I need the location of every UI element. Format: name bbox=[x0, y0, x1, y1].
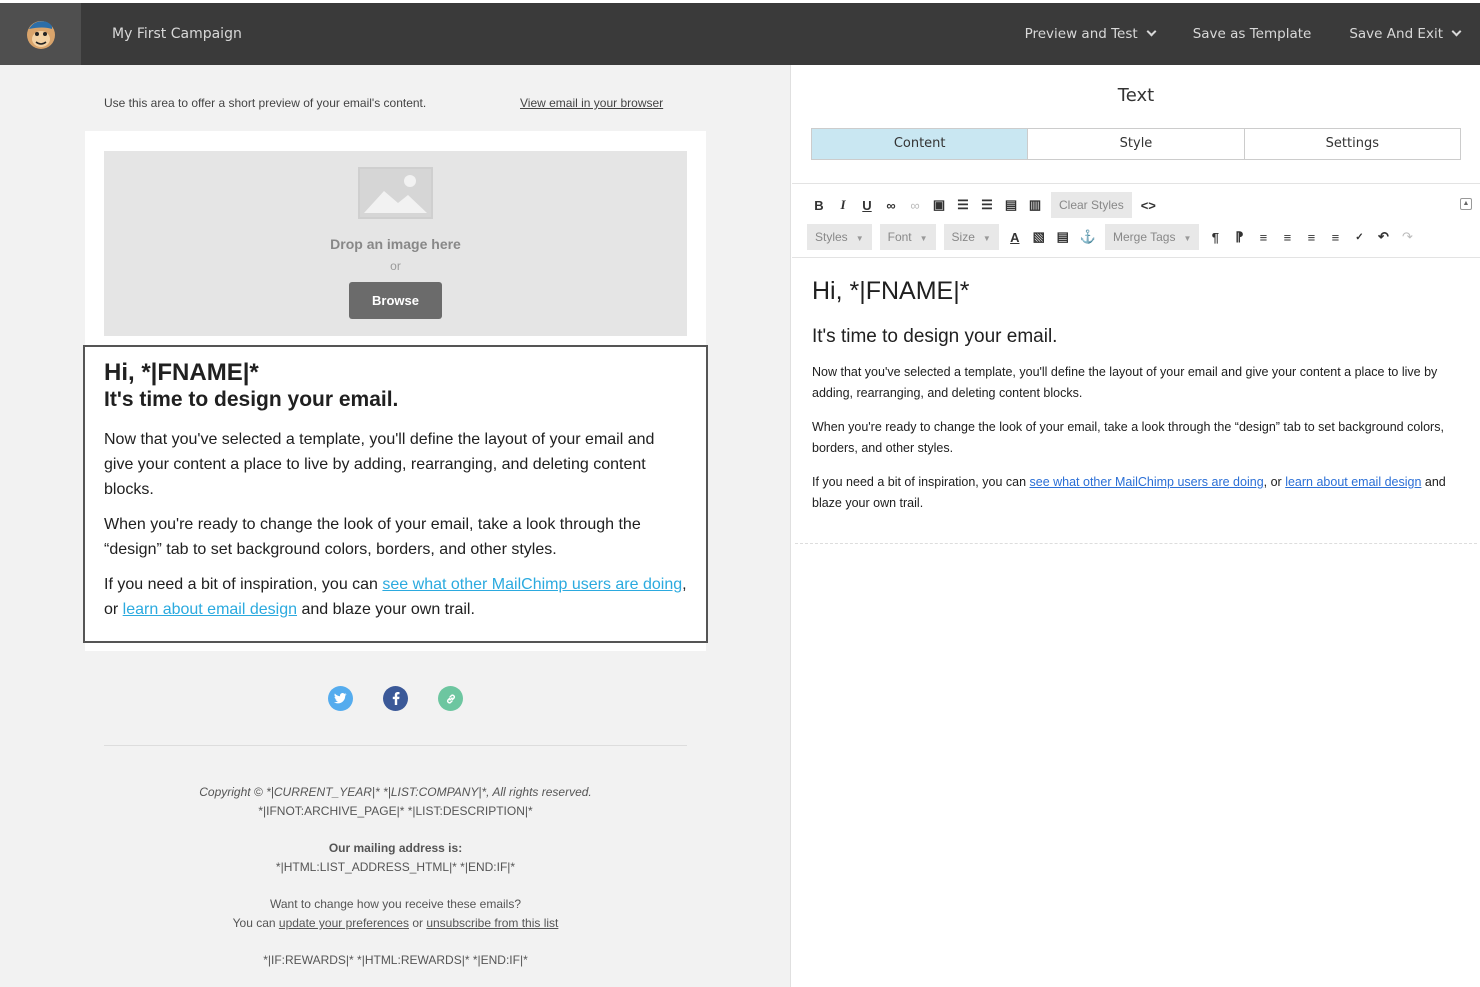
footer-divider bbox=[104, 745, 687, 746]
inspiration-prefix: If you need a bit of inspiration, you can bbox=[104, 576, 383, 593]
caret-down-icon: ▼ bbox=[919, 234, 928, 243]
align-justify-icon[interactable]: ≡ bbox=[1331, 229, 1340, 245]
intro-paragraph: Now that you've selected a template, you'll define the layout of your email and give your content a place to live by adding, rearranging, and deleting content blocks. bbox=[104, 431, 655, 498]
toolbar-row-2 bbox=[807, 224, 1419, 250]
preheader-text[interactable]: Use this area to offer a short preview of your email's content. bbox=[104, 96, 427, 110]
image-icon[interactable]: ▣ bbox=[932, 197, 946, 212]
image-placeholder-icon bbox=[358, 167, 433, 219]
size-label: Size bbox=[951, 230, 975, 244]
table-icon[interactable]: ▤ bbox=[1056, 229, 1069, 244]
redo-icon[interactable]: ↷ bbox=[1401, 229, 1413, 244]
or-text: or bbox=[408, 916, 427, 930]
editor-intro-paragraph: Now that you've selected a template, you'll define the layout of your email and give your content a place to live by adding, rearranging, and deleting content blocks. bbox=[812, 365, 1438, 400]
align-center-icon[interactable]: ≡ bbox=[1283, 229, 1292, 245]
copyright-text: Copyright © *|CURRENT_YEAR|* *|LIST:COMPANY|*, All rights reserved. bbox=[199, 785, 592, 799]
design-subheading: It's time to design your email. bbox=[104, 388, 399, 411]
email-design-link[interactable]: learn about email design bbox=[122, 601, 298, 618]
top-bar bbox=[0, 0, 1480, 65]
editor-tabs bbox=[811, 128, 1461, 160]
styles-label: Styles bbox=[815, 230, 848, 244]
update-preferences-link[interactable]: update your preferences bbox=[278, 916, 409, 930]
background-color-icon[interactable]: ▧ bbox=[1032, 229, 1045, 244]
clear-styles-button[interactable]: Clear Styles bbox=[1051, 192, 1132, 218]
text-color-icon[interactable]: A bbox=[1010, 229, 1020, 245]
drop-or-text: or bbox=[390, 259, 401, 273]
tab-content[interactable]: Content bbox=[812, 129, 1028, 159]
caret-down-icon: ▼ bbox=[1183, 234, 1192, 243]
change-preferences-text: Want to change how you receive these emails? bbox=[269, 897, 522, 911]
link-icon[interactable]: ∞ bbox=[886, 197, 896, 213]
paste-text-icon[interactable]: ▤ bbox=[1004, 197, 1018, 212]
editor-panel bbox=[792, 65, 1480, 987]
inspiration-paragraph bbox=[104, 572, 687, 622]
save-exit-menu[interactable] bbox=[1349, 26, 1460, 42]
caret-down-icon: ▼ bbox=[982, 234, 991, 243]
inspiration-mid: , or bbox=[104, 576, 687, 618]
editor-inspiration-prefix: If you need a bit of inspiration, you can bbox=[812, 475, 1030, 489]
merge-tags-dropdown[interactable] bbox=[1105, 224, 1199, 250]
twitter-icon[interactable] bbox=[328, 686, 353, 711]
caret-down-icon: ▼ bbox=[855, 234, 864, 243]
editor-inspiration-mid: , or bbox=[1263, 475, 1286, 489]
freddie-monkey-icon bbox=[23, 16, 59, 52]
campaign-title[interactable]: My First Campaign bbox=[112, 26, 242, 42]
editor-inspiration-suffix: and blaze your own trail. bbox=[812, 475, 1446, 510]
paste-word-icon[interactable]: ▥ bbox=[1028, 197, 1042, 212]
editor-mailchimp-users-link[interactable]: see what other MailChimp users are doing bbox=[1029, 475, 1264, 489]
save-template-label: Save as Template bbox=[1192, 26, 1312, 42]
paragraph-rtl-icon[interactable]: ⁋ bbox=[1235, 229, 1244, 244]
top-nav bbox=[1025, 3, 1480, 65]
numbered-list-icon[interactable]: ☰ bbox=[957, 197, 969, 212]
editor-subheading: It's time to design your email. bbox=[812, 326, 1058, 347]
browse-button[interactable]: Browse bbox=[349, 282, 442, 319]
link-icon[interactable] bbox=[438, 686, 463, 711]
text-editor-area[interactable] bbox=[812, 277, 1457, 527]
greeting-heading: Hi, *|FNAME|* bbox=[104, 359, 259, 386]
font-dropdown[interactable] bbox=[880, 224, 936, 250]
rewards-merge-line: *|IF:REWARDS|* *|HTML:REWARDS|* *|END:IF|* bbox=[263, 953, 528, 967]
chevron-down-icon bbox=[1146, 27, 1156, 37]
italic-icon[interactable]: I bbox=[840, 197, 846, 212]
editor-inspiration-paragraph bbox=[812, 472, 1457, 514]
undo-icon[interactable]: ↶ bbox=[1377, 229, 1389, 244]
save-template-button[interactable] bbox=[1193, 26, 1312, 42]
bold-icon[interactable]: B bbox=[814, 197, 824, 213]
design-paragraph: When you're ready to change the look of your email, take a look through the “design” tab to set background colors, borders, and other styles. bbox=[104, 516, 641, 558]
size-dropdown[interactable] bbox=[944, 224, 999, 250]
panel-title: Text bbox=[1117, 85, 1155, 106]
editor-bottom-border bbox=[795, 543, 1477, 544]
underline-icon[interactable]: U bbox=[862, 197, 872, 213]
unlink-icon[interactable]: ∞ bbox=[910, 197, 920, 213]
merge-tags-label: Merge Tags bbox=[1113, 230, 1176, 244]
view-in-browser-link[interactable]: View email in your browser bbox=[520, 96, 664, 110]
align-left-icon[interactable]: ≡ bbox=[1259, 229, 1268, 245]
chevron-down-icon bbox=[1452, 27, 1462, 37]
email-preview-panel bbox=[0, 65, 791, 987]
toolbar-row-1 bbox=[807, 192, 1161, 218]
collapse-toolbar-icon[interactable]: ▲ bbox=[1460, 198, 1472, 210]
editor-email-design-link[interactable]: learn about email design bbox=[1285, 475, 1422, 489]
paragraph-ltr-icon[interactable]: ¶ bbox=[1211, 229, 1220, 245]
archive-merge-line: *|IFNOT:ARCHIVE_PAGE|* *|LIST:DESCRIPTION|* bbox=[258, 804, 533, 818]
spellcheck-icon[interactable]: ✓ bbox=[1355, 231, 1364, 243]
styles-dropdown[interactable] bbox=[807, 224, 872, 250]
font-label: Font bbox=[887, 230, 912, 244]
unsubscribe-link[interactable]: unsubscribe from this list bbox=[426, 916, 559, 930]
mailchimp-logo[interactable] bbox=[0, 3, 81, 65]
you-can-text: You can bbox=[232, 916, 279, 930]
editor-heading: Hi, *|FNAME|* bbox=[812, 277, 970, 305]
bullet-list-icon[interactable]: ☰ bbox=[981, 197, 993, 212]
image-drop-zone[interactable] bbox=[104, 151, 687, 336]
mailchimp-users-link[interactable]: see what other MailChimp users are doing bbox=[382, 576, 683, 593]
rich-text-toolbar bbox=[792, 183, 1480, 258]
source-code-icon[interactable]: <> bbox=[1140, 197, 1156, 213]
email-footer[interactable] bbox=[104, 783, 687, 970]
facebook-icon[interactable] bbox=[383, 686, 408, 711]
inspiration-suffix: and blaze your own trail. bbox=[297, 601, 475, 618]
tab-settings[interactable]: Settings bbox=[1245, 129, 1460, 159]
preview-test-label: Preview and Test bbox=[1024, 26, 1138, 42]
align-right-icon[interactable]: ≡ bbox=[1307, 229, 1316, 245]
tab-style[interactable]: Style bbox=[1028, 129, 1244, 159]
mailing-address-value: *|HTML:LIST_ADDRESS_HTML|* *|END:IF|* bbox=[275, 860, 516, 874]
text-content-block[interactable] bbox=[83, 345, 708, 643]
anchor-icon[interactable]: ⚓ bbox=[1079, 229, 1096, 244]
preview-test-menu[interactable] bbox=[1025, 26, 1155, 42]
mailing-address-label: Our mailing address is: bbox=[328, 841, 463, 855]
editor-design-paragraph: When you're ready to change the look of your email, take a look through the “design” tab to set background colors, borders, and other styles. bbox=[812, 420, 1444, 455]
drop-image-text: Drop an image here bbox=[330, 236, 461, 252]
preferences-line bbox=[104, 914, 687, 933]
save-exit-label: Save And Exit bbox=[1349, 26, 1443, 42]
